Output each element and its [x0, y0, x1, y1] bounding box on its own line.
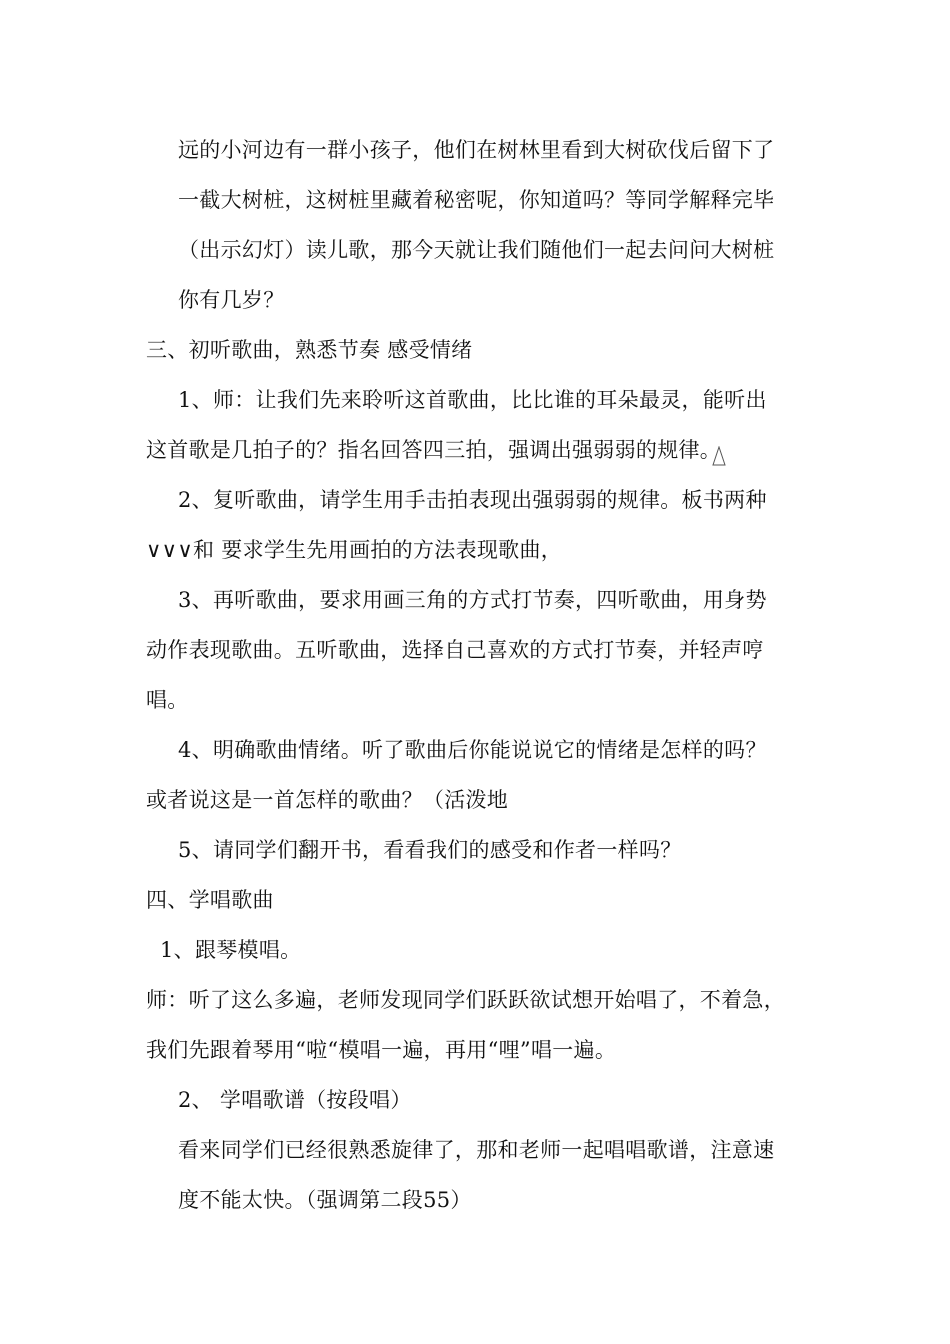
text-line: （出示幻灯）读儿歌，那今天就让我们随他们一起去问问大树桩	[178, 238, 775, 262]
text-line: 唱。	[146, 688, 189, 712]
text-line: 5、请同学们翻开书，看看我们的感受和作者一样吗？	[178, 838, 682, 862]
section-heading: 三、初听歌曲，熟悉节奏 感受情绪	[146, 338, 473, 362]
text-line: 你有几岁？	[178, 288, 285, 312]
text-line: ∨∨∨和 要求学生先用画拍的方法表现歌曲，	[146, 538, 563, 562]
text-line: 动作表现歌曲。五听歌曲，选择自己喜欢的方式打节奏，并轻声哼	[146, 638, 764, 662]
text-line: 我们先跟着琴用“啦“模唱一遍，再用“哩”唱一遍。	[146, 1038, 617, 1062]
text-line: 2、复听歌曲，请学生用手击拍表现出强弱弱的规律。板书两种	[178, 488, 767, 512]
text-line: 度不能太快。（强调第二段55）	[178, 1188, 472, 1212]
text-line: 2、 学唱歌谱（按段唱）	[178, 1088, 412, 1112]
text-line: 一截大树桩，这树桩里藏着秘密呢，你知道吗？等同学解释完毕	[178, 188, 775, 212]
text-line: 3、再听歌曲，要求用画三角的方式打节奏，四听歌曲，用身势	[178, 588, 767, 612]
triangle-icon	[712, 446, 726, 466]
text-line: 这首歌是几拍子的？指名回答四三拍，强调出强弱弱的规律。	[146, 438, 722, 462]
text-line: 看来同学们已经很熟悉旋律了，那和老师一起唱唱歌谱，注意速	[178, 1138, 775, 1162]
text-line: 师：听了这么多遍，老师发现同学们跃跃欲试想开始唱了，不着急，	[146, 988, 785, 1012]
section-heading: 四、学唱歌曲	[146, 888, 274, 912]
text-line: 1、跟琴模唱。	[160, 938, 302, 962]
text-line: 或者说这是一首怎样的歌曲？（活泼地	[146, 788, 509, 812]
text-line: 远的小河边有一群小孩子，他们在树林里看到大树砍伐后留下了	[178, 138, 775, 162]
text-line: 1、师：让我们先来聆听这首歌曲，比比谁的耳朵最灵，能听出	[178, 388, 767, 412]
text-line: 4、明确歌曲情绪。听了歌曲后你能说说它的情绪是怎样的吗？	[178, 738, 767, 762]
